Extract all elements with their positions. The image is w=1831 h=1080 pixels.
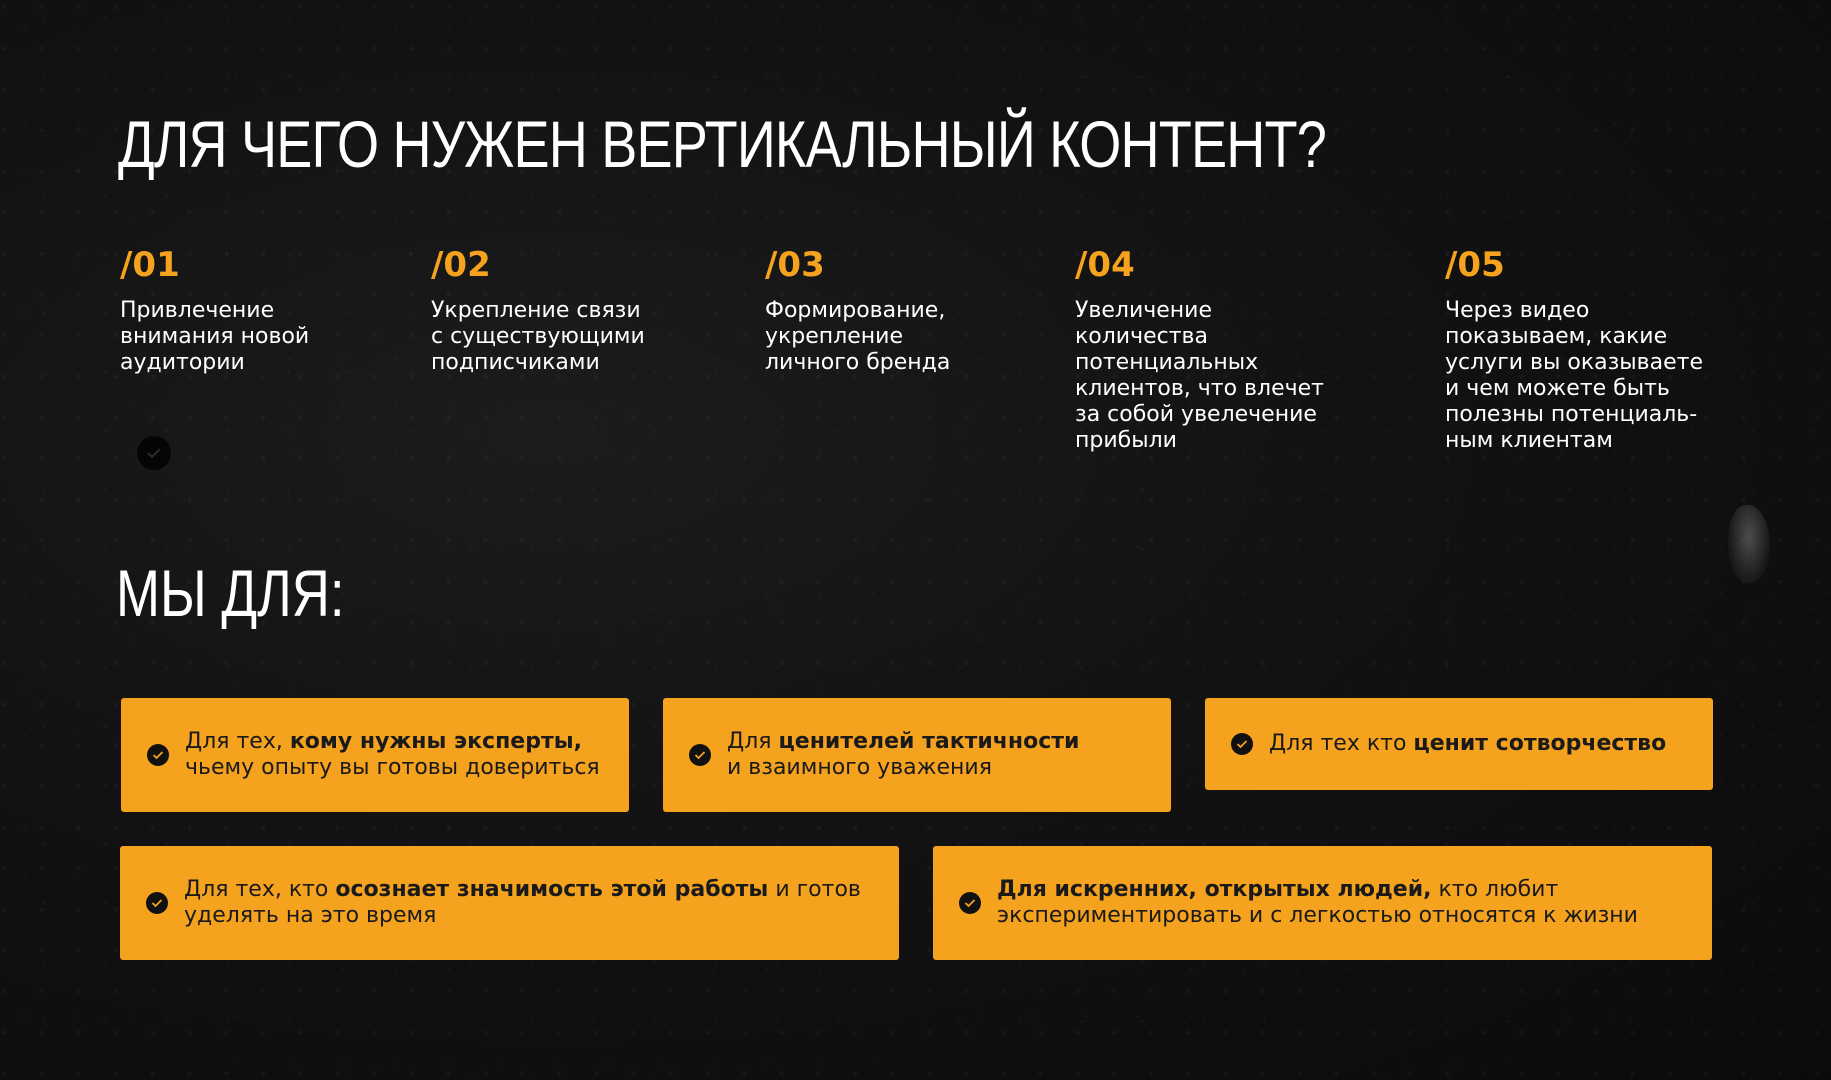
check-circle-icon bbox=[959, 892, 981, 914]
page-title: ДЛЯ ЧЕГО НУЖЕН ВЕРТИКАЛЬНЫЙ КОНТЕНТ? bbox=[118, 107, 1327, 181]
audience-card bbox=[121, 698, 629, 812]
reason-number: /05 bbox=[1445, 245, 1505, 285]
reason-text: Формирование, укрепление личного бренда bbox=[765, 298, 951, 375]
check-circle-icon bbox=[147, 744, 169, 766]
reason-number: /03 bbox=[765, 245, 825, 285]
reason-number: /01 bbox=[120, 245, 180, 285]
audience-text: Для ценителей тактичности и взаимного уважения bbox=[727, 729, 1080, 780]
reason-item bbox=[765, 240, 950, 376]
background-stain bbox=[1728, 505, 1770, 583]
audience-card bbox=[933, 846, 1712, 960]
audience-title: МЫ ДЛЯ: bbox=[116, 556, 345, 630]
audience-text: Для тех, кому нужны эксперты, чьему опыту вы готовы довериться bbox=[185, 729, 600, 780]
reason-number: /04 bbox=[1075, 245, 1135, 285]
reason-number: /02 bbox=[431, 245, 491, 285]
audience-text: Для тех кто ценит сотворчество bbox=[1269, 731, 1667, 756]
check-circle-icon[interactable] bbox=[137, 436, 171, 470]
check-circle-icon bbox=[146, 892, 168, 914]
reason-text: Увеличение количества потенциальных клиентов, что влечет за собой увелечение прибыли bbox=[1075, 298, 1324, 453]
reason-item bbox=[1445, 240, 1703, 454]
check-circle-icon bbox=[689, 744, 711, 766]
reason-text: Привлечение внимания новой аудитории bbox=[120, 298, 310, 375]
reason-item bbox=[1075, 240, 1324, 454]
reason-item bbox=[120, 240, 309, 376]
reason-text: Через видео показываем, какие услуги вы оказываете и чем можете быть полезны потенциаль- ным клиентам bbox=[1445, 298, 1704, 453]
audience-card bbox=[120, 846, 899, 960]
audience-text: Для тех, кто осознает значимость этой работы и готов уделять на это время bbox=[184, 877, 861, 928]
reason-text: Укрепление связи с существующими подписчиками bbox=[431, 298, 645, 375]
check-circle-icon bbox=[1231, 733, 1253, 755]
audience-card bbox=[1205, 698, 1713, 790]
reason-item bbox=[431, 240, 645, 376]
audience-card bbox=[663, 698, 1171, 812]
audience-text: Для искренних, открытых людей, кто любит экспериментировать и с легкостью относятся к жизни bbox=[997, 877, 1638, 928]
